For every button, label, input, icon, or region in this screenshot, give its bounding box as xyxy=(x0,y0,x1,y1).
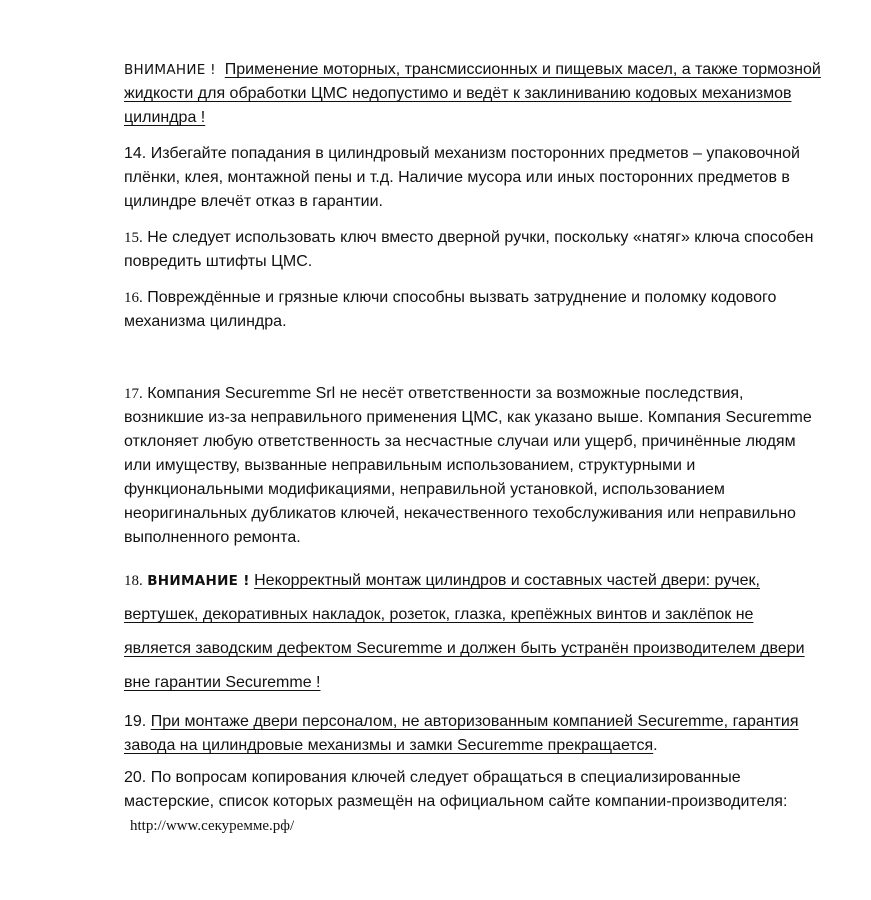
warning-paragraph xyxy=(124,58,824,130)
paragraph-number: 18. xyxy=(124,573,143,589)
paragraph-20 xyxy=(124,766,824,838)
paragraph-number: 16. xyxy=(124,290,143,306)
document-page xyxy=(124,58,824,838)
company-url-link[interactable]: http://www.секуремме.рф/ xyxy=(130,818,295,834)
paragraph-15 xyxy=(124,226,824,274)
paragraph-number: 14. xyxy=(124,145,147,162)
paragraph-number: 17. xyxy=(124,386,143,402)
paragraph-number: 19. xyxy=(124,713,147,730)
warning-text: Применение моторных, трансмиссионных и пищевых масел, а также тормозной жидкости для обработки ЦМС недопустимо и ведёт к заклиниванию кодовых механизмов цилиндра ! xyxy=(124,61,821,126)
warning-label: ВНИМАНИЕ ! xyxy=(147,573,250,589)
paragraph-end: . xyxy=(653,737,658,754)
paragraph-number: 15. xyxy=(124,230,143,246)
paragraph-16 xyxy=(124,286,824,334)
paragraph-17 xyxy=(124,382,824,550)
paragraph-text: По вопросам копирования ключей следует обращаться в специализированные мастерские, список которых размещён на официальном сайте компании-производителя: xyxy=(124,769,788,810)
paragraph-text: Некорректный монтаж цилиндров и составных частей двери: ручек, вертушек, декоративных накладок, розеток, глазка, крепёжных винтов и заклёпок не является заводским дефектом Securemme и должен быть устранён производителем двери вне гарантии Securemme ! xyxy=(124,572,805,691)
paragraph-text: Повреждённые и грязные ключи способны вызвать затруднение и поломку кодового механизма цилиндра. xyxy=(124,289,777,330)
paragraph-text: Компания Securemme Srl не несёт ответственности за возможные последствия, возникшие из-за неправильного применения ЦМС, как указано выше. Компания Securemme отклоняет любую ответственность за несчастные случаи или ущерб, причинённые людям или имуществу, вызванные неправильным использованием, структурными и функциональными модификациями, неправильной установкой, использованием неоригинальных дубликатов ключей, некачественного техобслуживания или неправильно выполненного ремонта. xyxy=(124,385,812,546)
paragraph-text: Избегайте попадания в цилиндровый механизм посторонних предметов – упаковочной плёнки, клея, монтажной пены и т.д. Наличие мусора или иных посторонних предметов в цилиндре влечёт отказ в гарантии. xyxy=(124,145,800,210)
paragraph-text: При монтаже двери персоналом, не авторизованным компанией Securemme, гарантия завода на цилиндровые механизмы и замки Securemme прекращается xyxy=(124,713,799,754)
paragraph-number: 20. xyxy=(124,769,147,786)
paragraph-19 xyxy=(124,710,824,758)
warning-label: ВНИМАНИЕ ! xyxy=(124,62,216,78)
paragraph-text: Не следует использовать ключ вместо дверной ручки, поскольку «натяг» ключа способен повредить штифты ЦМС. xyxy=(124,229,814,270)
paragraph-14 xyxy=(124,142,824,214)
paragraph-18 xyxy=(124,564,824,700)
